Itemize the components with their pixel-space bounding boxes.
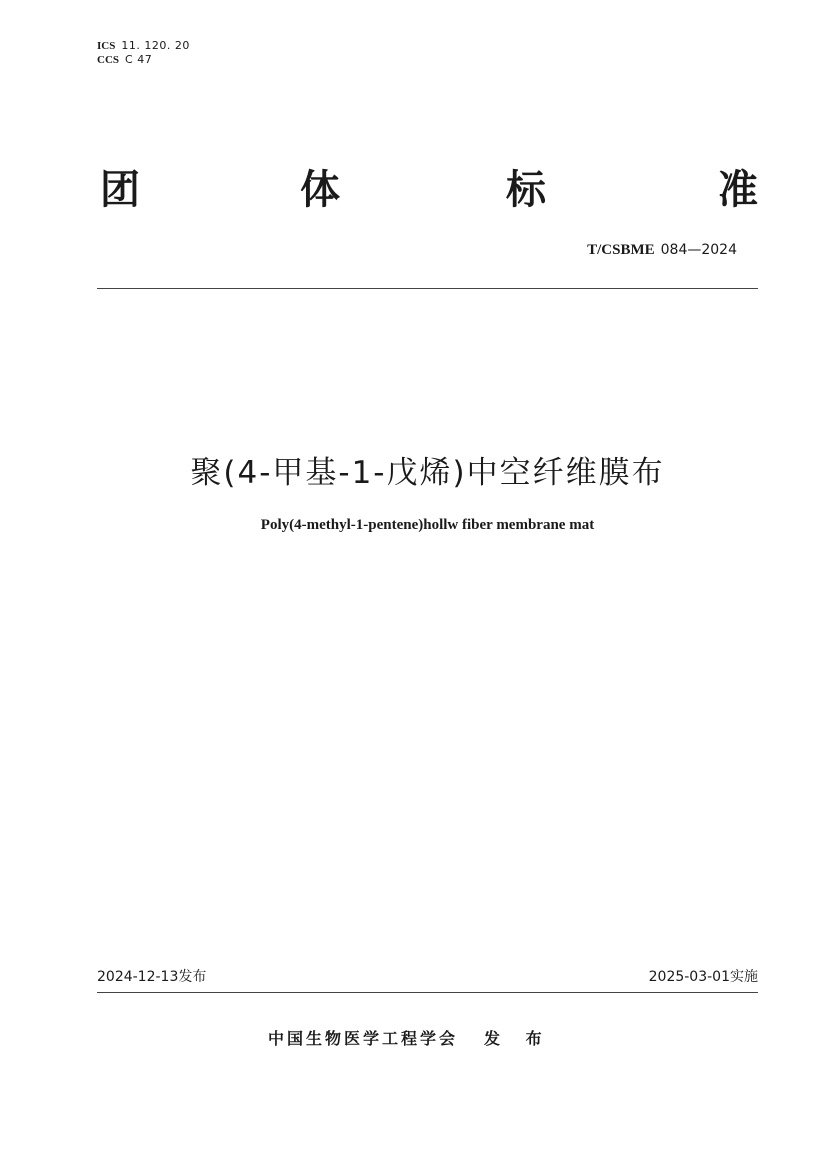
ics-code <box>97 39 190 53</box>
ccs-code <box>97 53 190 67</box>
ics-label: ICS <box>97 40 116 52</box>
ics-value: 11. 120. 20 <box>121 39 190 52</box>
effective-date: 2025-03-01实施 <box>648 969 758 985</box>
standard-number-value: 084—2024 <box>660 242 737 258</box>
classification-codes <box>97 39 190 67</box>
publisher-name: 中国生物医学工程学会 <box>268 1029 459 1048</box>
ccs-label: CCS <box>97 54 120 66</box>
publisher-action: 发 布 <box>484 1029 552 1048</box>
standard-number <box>587 242 737 259</box>
standard-type-heading <box>100 164 758 220</box>
standard-type-char-1: 团 <box>100 167 140 213</box>
document-title-english: Poly(4-methyl-1-pentene)hollw fiber membrane mat <box>260 517 595 533</box>
footer-divider <box>97 992 758 993</box>
document-title-chinese: 聚(4-甲基-1-戊烯)中空纤维膜布 <box>190 455 665 491</box>
header-divider <box>97 288 758 289</box>
publisher-line <box>268 1026 552 1049</box>
standard-type-char-4: 准 <box>718 167 758 213</box>
standard-type-char-2: 体 <box>300 167 340 213</box>
publish-date: 2024-12-13发布 <box>97 969 207 985</box>
standard-type-char-3: 标 <box>506 167 546 213</box>
standard-number-prefix: T/CSBME <box>587 242 655 258</box>
ccs-value: C 47 <box>125 53 153 66</box>
